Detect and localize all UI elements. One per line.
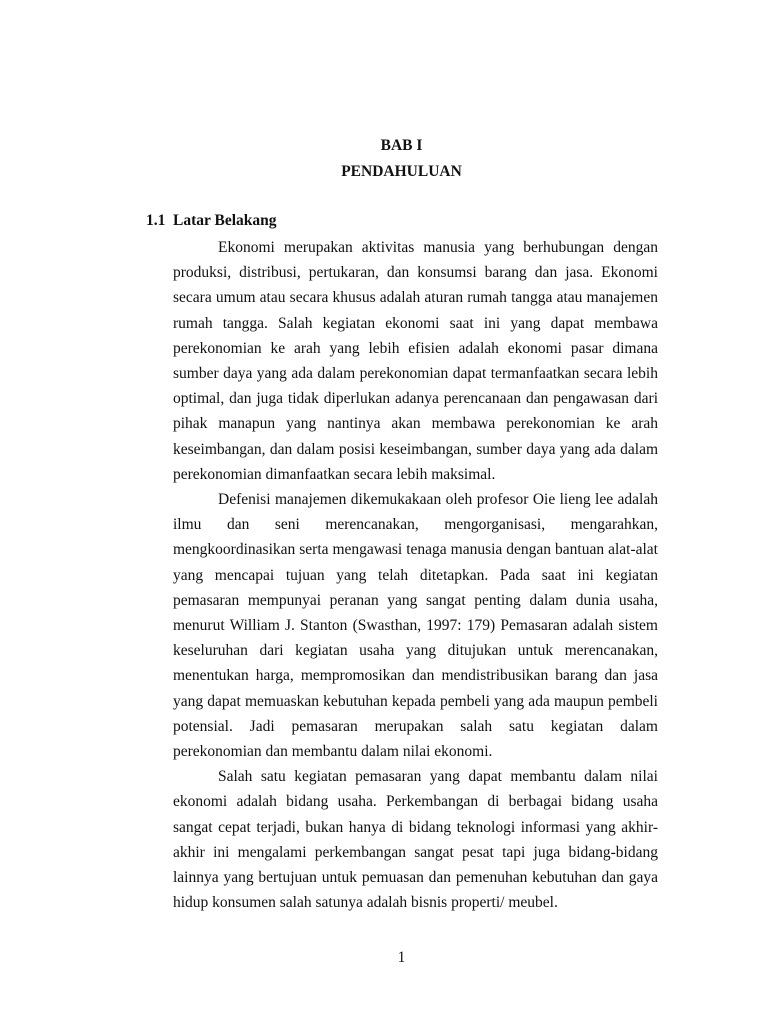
paragraph: Defenisi manajemen dikemukakaan oleh profesor Oie lieng lee adalah ilmu dan seni merencanakan, mengorganisasi, mengarahkan, mengkoordinasikan serta mengawasi tenaga manusia dengan bantuan alat-alat yang mencapai tujuan yang telah ditetapkan. Pada saat ini kegiatan pemasaran mempunyai peranan yang sangat penting dalam dunia usaha, menurut William J. Stanton (Swasthan, 1997: 179) Pemasaran adalah sistem keseluruhan dari kegiatan usaha yang ditujukan untuk merencanakan, menentukan harga, mempromosikan dan mendistribusikan barang dan jasa yang dapat memuaskan kebutuhan kepada pembeli yang ada maupun pembeli potensial. Jadi pemasaran merupakan salah satu kegiatan dalam perekonomian dan membantu dalam nilai ekonomi.	[173, 491, 658, 761]
paragraph: Salah satu kegiatan pemasaran yang dapat membantu dalam nilai ekonomi adalah bidang usaha. Perkembangan di berbagai bidang usaha sangat cepat terjadi, bukan hanya di bidang teknologi informasi yang akhir-akhir ini mengalami perkembangan sangat pesat tapi juga bidang-bidang lainnya yang bertujuan untuk pemuasan dan pemenuhan kebutuhan dan gaya hidup konsumen salah satunya adalah bisnis properti/ meubel.	[173, 768, 658, 912]
section-heading	[146, 209, 277, 233]
section-number: 1.1	[146, 212, 166, 229]
paragraph: Ekonomi merupakan aktivitas manusia yang berhubungan dengan produksi, distribusi, pertukaran, dan konsumsi barang dan jasa. Ekonomi secara umum atau secara khusus adalah aturan rumah tangga atau manajemen rumah tangga. Salah kegiatan ekonomi saat ini yang dapat membawa perekonomian ke arah yang lebih efisien adalah ekonomi pasar dimana sumber daya yang ada dalam perekonomian dapat termanfaatkan secara lebih optimal, dan juga tidak diperlukan adanya perencanaan dan pengawasan dari pihak manapun yang nantinya akan membawa perekonomian ke arah keseimbangan, dan dalam posisi keseimbangan, sumber daya yang ada dalam perekonomian dimanfaatkan secara lebih maksimal.	[173, 239, 658, 483]
page-number: 1	[397, 949, 406, 966]
chapter-number: BAB I	[380, 137, 423, 154]
section-title: Latar Belakang	[173, 212, 277, 229]
chapter-title: PENDAHULUAN	[341, 163, 462, 180]
body-text	[173, 235, 658, 915]
